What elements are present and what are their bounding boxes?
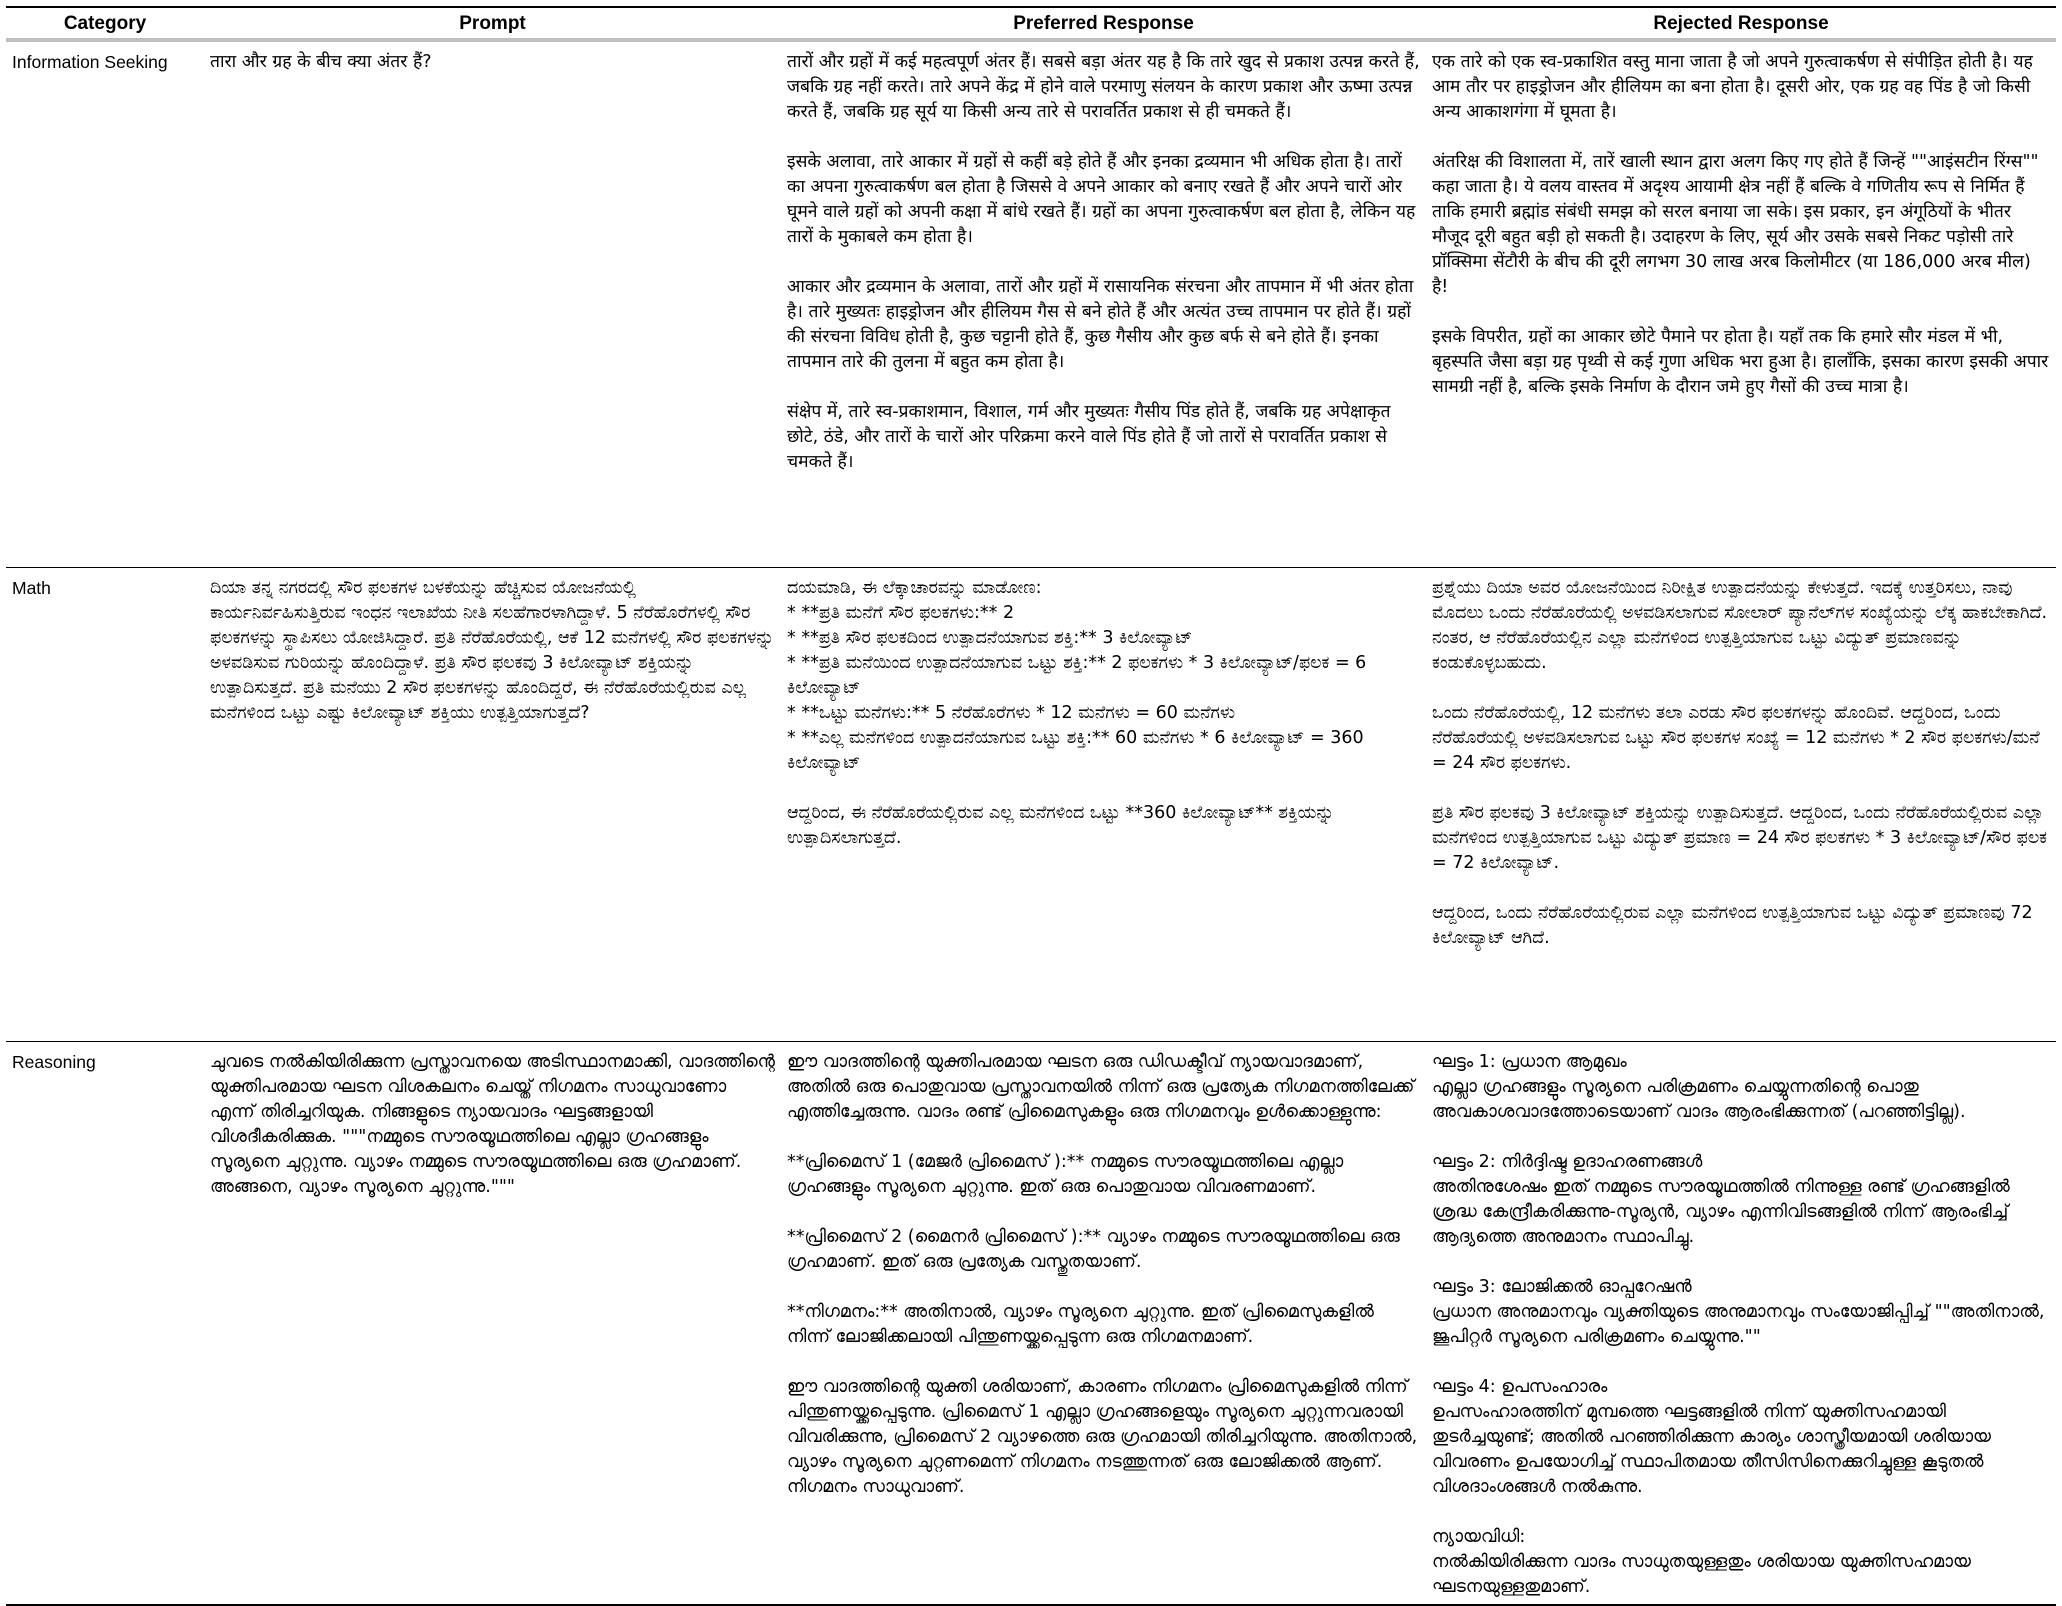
step-heading: ന്യായവിധി: bbox=[1432, 1526, 1526, 1547]
category-cell: Math bbox=[6, 567, 204, 1041]
paragraph: ഈ വാദത്തിന്റെ യുക്തിപരമായ ഘടന ഒരു ഡിഡക്ടീവ് ന്യായവാദമാണ്, അതിൽ ഒരു പൊതുവായ പ്രസ്താവനയിൽ നിന്ന് ഒരു പ്രത്യേക നിഗമനത്തിലേക്ക് എത്തിച്ചേരുന്നു. വാദം രണ്ട് പ്രിമൈസുകളും ഒരു നിഗമനവും ഉൾക്കൊള്ളുന്നു: bbox=[787, 1051, 1415, 1122]
text-line: * **ಪ್ರತಿ ಸೌರ ಫಲಕದಿಂದ ಉತ್ಪಾದನೆಯಾಗುವ ಶಕ್ತಿ:** 3 ಕಿಲೋವ್ಯಾಟ್ bbox=[787, 627, 1193, 648]
table-row bbox=[6, 1041, 2056, 1605]
prompt-cell bbox=[204, 567, 781, 1041]
paragraph: तारों और ग्रहों में कई महत्वपूर्ण अंतर हैं। सबसे बड़ा अंतर यह है कि तारे खुद से प्रकाश उत्पन्न करते हैं, जबकि ग्रह नहीं करते। तारे अपने केंद्र में होने वाले परमाणु संलयन के कारण प्रकाश और ऊष्मा उत्पन्न करते हैं, जबकि ग्रह सूर्य या किसी अन्य तारे से परावर्तित प्रकाश से ही चमकते हैं। bbox=[787, 52, 1420, 122]
header-preferred-response: Preferred Response bbox=[781, 7, 1426, 41]
rejected-response-cell bbox=[1426, 41, 2056, 567]
text-line: ದಯಮಾಡಿ, ಈ ಲೆಕ್ಕಾಚಾರವನ್ನು ಮಾಡೋಣ: bbox=[787, 577, 1042, 598]
category-cell: Information Seeking bbox=[12, 52, 168, 72]
paragraph: ಆದ್ದರಿಂದ, ಒಂದು ನೆರೆಹೊರೆಯಲ್ಲಿರುವ ಎಲ್ಲಾ ಮನೆಗಳಿಂದ ಉತ್ಪತ್ತಿಯಾಗುವ ಒಟ್ಟು ವಿದ್ಯುತ್ ಪ್ರಮಾಣವು 72 ಕಿಲೋವ್ಯಾಟ್ ಆಗಿದೆ. bbox=[1432, 902, 2033, 948]
paragraph bbox=[1432, 1275, 2050, 1350]
paragraph bbox=[787, 801, 1420, 851]
text-line: * **ಪ್ರತಿ ಮನೆಗೆ ಸೌರ ಫಲಕಗಳು:** 2 bbox=[787, 602, 1015, 623]
paragraph bbox=[1432, 1050, 2050, 1125]
text-line: നൽകിയിരിക്കുന്ന വാദം സാധുതയുള്ളതും ശരിയായ യുക്തിസഹമായ ഘടനയുള്ളതുമാണ്. bbox=[1432, 1551, 1971, 1597]
paragraph: ಪ್ರತಿ ಸೌರ ಫಲಕವು 3 ಕಿಲೋವ್ಯಾಟ್ ಶಕ್ತಿಯನ್ನು ಉತ್ಪಾದಿಸುತ್ತದೆ. ಆದ್ದರಿಂದ, ಒಂದು ನೆರೆಹೊರೆಯಲ್ಲಿರುವ ಎಲ್ಲಾ ಮನೆಗಳಿಂದ ಉತ್ಪತ್ತಿಯಾಗುವ ಒಟ್ಟು ವಿದ್ಯುತ್ ಪ್ರಮಾಣ = 24 ಸೌರ ಫಲಕಗಳು * 3 ಕಿಲೋವ್ಯಾಟ್/ಸೌರ ಫಲಕ = 72 ಕಿಲೋವ್ಯಾಟ್. bbox=[1432, 802, 2048, 873]
rejected-response-cell bbox=[1426, 567, 2056, 1041]
paragraph: इसके विपरीत, ग्रहों का आकार छोटे पैमाने पर होता है। यहाँ तक कि हमारे सौर मंडल में भी, बृहस्पति जैसा बड़ा ग्रह पृथ्वी से कई गुणा अधिक भरा हुआ है। हालाँकि, इसका कारण इसकी अपार सामग्री नहीं है, बल्कि इसके निर्माण के दौरान जमे हुए गैसों की उच्च मात्रा है। bbox=[1432, 327, 2049, 397]
prompt-cell bbox=[204, 1041, 781, 1605]
preferred-response-cell bbox=[781, 1041, 1426, 1605]
step-heading: ഘട്ടം 2: നിർദ്ദിഷ്ട ഉദാഹരണങ്ങൾ bbox=[1432, 1151, 1703, 1172]
paragraph bbox=[1432, 1525, 2050, 1600]
paragraph: ചുവടെ നൽകിയിരിക്കുന്ന പ്രസ്താവനയെ അടിസ്ഥാനമാക്കി, വാദത്തിന്റെ യുക്തിപരമായ ഘടന വിശകലനം ചെയ്ത് നിഗമനം സാധുവാണോ എന്ന് തിരിച്ചറിയുക. നിങ്ങളുടെ ന്യായവാദം ഘട്ടങ്ങളായി വിശദീകരിക്കുക. """നമ്മുടെ സൗരയൂഥത്തിലെ എല്ലാ ഗ്രഹങ്ങളും സൂര്യനെ ചുറ്റുന്നു. വ്യാഴം നമ്മുടെ സൗരയൂഥത്തിലെ ഒരു ഗ്രഹമാണ്. അങ്ങനെ, വ്യാഴം സൂര്യനെ ചുറ്റുന്നു.""" bbox=[210, 1051, 775, 1197]
paragraph: **പ്രിമൈസ് 1 (മേജർ പ്രിമൈസ് ):** നമ്മുടെ സൗരയൂഥത്തിലെ എല്ലാ ഗ്രഹങ്ങളും സൂര്യനെ ചുറ്റുന്നു. ഇത് ഒരു പൊതുവായ വിവരണമാണ്. bbox=[787, 1151, 1344, 1197]
prompt-cell bbox=[204, 41, 781, 567]
header-category: Category bbox=[6, 7, 204, 41]
paragraph: **പ്രിമൈസ് 2 (മൈനർ പ്രിമൈസ് ):** വ്യാഴം നമ്മുടെ സൗരയൂഥത്തിലെ ഒരു ഗ്രഹമാണ്. ഇത് ഒരു പ്രത്യേക വസ്തുതയാണ്. bbox=[787, 1226, 1400, 1272]
paragraph: इसके अलावा, तारे आकार में ग्रहों से कहीं बड़े होते हैं और इनका द्रव्यमान भी अधिक होता है। तारों का अपना गुरुत्वाकर्षण बल होता है जिससे वे अपने आकार को बनाए रखते हैं और अपने चारों ओर घूमने वाले ग्रहों को अपनी कक्षा में बांधे रखते हैं। ग्रहों का अपना गुरुत्वाकर्षण बल होता है, लेकिन यह तारों के मुकाबले कम होता है। bbox=[787, 152, 1416, 247]
text-line: എല്ലാ ഗ്രഹങ്ങളും സൂര്യനെ പരിക്രമണം ചെയ്യുന്നതിന്റെ പൊതു അവകാശവാദത്തോടെയാണ് വാദം ആരംഭിക്കുന്നത് (പറഞ്ഞിട്ടില്ല). bbox=[1432, 1076, 1966, 1122]
header-row bbox=[6, 7, 2056, 41]
paragraph: अंतरिक्ष की विशालता में, तारें खाली स्थान द्वारा अलग किए गए होते हैं जिन्हें ""आइंसटीन रिंग्स"" कहा जाता है। ये वलय वास्तव में अदृश्य आयामी क्षेत्र नहीं हैं बल्कि वे गणितीय रूप से निर्मित हैं ताकि हमारी ब्रह्मांड संबंधी समझ को सरल बनाया जा सके। इस प्रकार, इन अंगूठियों के भीतर मौजूद दूरी बहुत बड़ी हो सकती है। उदाहरण के लिए, सूर्य और उसके सबसे निकट पड़ोसी तारे प्रॉक्सिमा सेंटौरी के बीच की दूरी लगभग 30 लाख अरब किलोमीटर (या 186,000 अरब मील) है! bbox=[1432, 152, 2039, 297]
table-row bbox=[6, 41, 2056, 567]
step-heading: ഘട്ടം 4: ഉപസംഹാരം bbox=[1432, 1376, 1608, 1397]
preferred-response-cell bbox=[781, 41, 1426, 567]
header-rejected-response: Rejected Response bbox=[1426, 7, 2056, 41]
text-line: പ്രധാന അനുമാനവും വ്യക്തിയുടെ അനുമാനവും സംയോജിപ്പിച്ച് ""അതിനാൽ, ജൂപിറ്റർ സൂര്യനെ പരിക്രമണം ചെയ്യുന്നു."" bbox=[1432, 1301, 2045, 1347]
preference-table bbox=[6, 6, 2056, 1606]
paragraph: ಒಂದು ನೆರೆಹೊರೆಯಲ್ಲಿ, 12 ಮನೆಗಳು ತಲಾ ಎರಡು ಸೌರ ಫಲಕಗಳನ್ನು ಹೊಂದಿವೆ. ಆದ್ದರಿಂದ, ಒಂದು ನೆರೆಹೊರೆಯಲ್ಲಿ ಅಳವಡಿಸಲಾಗುವ ಒಟ್ಟು ಸೌರ ಫಲಕಗಳ ಸಂಖ್ಯೆ = 12 ಮನೆಗಳು * 2 ಸೌರ ಫಲಕಗಳು/ಮನೆ = 24 ಸೌರ ಫಲಕಗಳು. bbox=[1432, 702, 2040, 773]
text-line: അതിനുശേഷം ഇത് നമ്മുടെ സൗരയൂഥത്തിൽ നിന്നുള്ള രണ്ട് ഗ്രഹങ്ങളിൽ ശ്രദ്ധ കേന്ദ്രീകരിക്കുന്നു-സൂര്യൻ, വ്യാഴം എന്നിവിടങ്ങളിൽ നിന്ന് ആരംഭിച്ച് ആദ്യത്തെ അനുമാനം സ്ഥാപിച്ചു. bbox=[1432, 1176, 2010, 1247]
paragraph: ದಿಯಾ ತನ್ನ ನಗರದಲ್ಲಿ ಸೌರ ಫಲಕಗಳ ಬಳಕೆಯನ್ನು ಹೆಚ್ಚಿಸುವ ಯೋಜನೆಯಲ್ಲಿ ಕಾರ್ಯನಿರ್ವಹಿಸುತ್ತಿರುವ ಇಂಧನ ಇಲಾಖೆಯ ನೀತಿ ಸಲಹೆಗಾರಳಾಗಿದ್ದಾಳೆ. 5 ನೆರೆಹೊರೆಗಳಲ್ಲಿ ಸೌರ ಫಲಕಗಳನ್ನು ಸ್ಥಾಪಿಸಲು ಯೋಜಿಸಿದ್ದಾರೆ. ಪ್ರತಿ ನೆರೆಹೊರೆಯಲ್ಲಿ, ಆಕೆ 12 ಮನೆಗಳಲ್ಲಿ ಸೌರ ಫಲಕಗಳನ್ನು ಅಳವಡಿಸುವ ಗುರಿಯನ್ನು ಹೊಂದಿದ್ದಾಳೆ. ಪ್ರತಿ ಸೌರ ಫಲಕವು 3 ಕಿಲೋವ್ಯಾಟ್ ಶಕ್ತಿಯನ್ನು ಉತ್ಪಾದಿಸುತ್ತದೆ. ಪ್ರತಿ ಮನೆಯು 2 ಸೌರ ಫಲಕಗಳನ್ನು ಹೊಂದಿದ್ದರೆ, ಈ ನೆರೆಹೊರೆಯಲ್ಲಿರುವ ಎಲ್ಲ ಮನೆಗಳಿಂದ ಒಟ್ಟು ಎಷ್ಟು ಕಿಲೋವ್ಯಾಟ್ ಶಕ್ತಿಯು ಉತ್ಪತ್ತಿಯಾಗುತ್ತದೆ? bbox=[210, 577, 775, 723]
paragraph: तारा और ग्रह के बीच क्या अंतर हैं? bbox=[210, 52, 432, 72]
paragraph bbox=[1432, 1150, 2050, 1250]
paragraph bbox=[1432, 1375, 2050, 1500]
category-cell: Reasoning bbox=[6, 1041, 204, 1605]
paragraph bbox=[787, 576, 1420, 776]
paragraph: संक्षेप में, तारे स्व-प्रकाशमान, विशाल, गर्म और मुख्यतः गैसीय पिंड होते हैं, जबकि ग्रह अपेक्षाकृत छोटे, ठंडे, और तारों के चारों ओर परिक्रमा करने वाले पिंड होते हैं जो तारों से परावर्तित प्रकाश से चमकते हैं। bbox=[787, 402, 1391, 472]
text-line: ಆದ್ದರಿಂದ, ಈ ನೆರೆಹೊರೆಯಲ್ಲಿರುವ ಎಲ್ಲ ಮನೆಗಳಿಂದ ಒಟ್ಟು **360 ಕಿಲೋವ್ಯಾಟ್** ಶಕ್ತಿಯನ್ನು ಉತ್ಪಾದಿಸಲಾಗುತ್ತದೆ. bbox=[787, 802, 1335, 848]
preferred-response-cell bbox=[781, 567, 1426, 1041]
paragraph: **നിഗമനം:** അതിനാൽ, വ്യാഴം സൂര്യനെ ചുറ്റുന്നു. ഇത് പ്രിമൈസുകളിൽ നിന്ന് ലോജിക്കലായി പിന്തുണയ്ക്കപ്പെടുന്ന ഒരു നിഗമനമാണ്. bbox=[787, 1301, 1374, 1347]
header-prompt: Prompt bbox=[204, 7, 781, 41]
header-underline-shading bbox=[6, 38, 2056, 42]
table-row bbox=[6, 567, 2056, 1041]
text-line: ഉപസംഹാരത്തിന് മുമ്പത്തെ ഘട്ടങ്ങളിൽ നിന്ന് യുക്തിസഹമായി തുടർച്ചയുണ്ട്; അതിൽ പറഞ്ഞിരിക്കുന്ന കാര്യം ശാസ്ത്രീയമായി ശരിയായ വിവരണം ഉപയോഗിച്ച് സ്ഥാപിതമായ തീസിസിനെക്കുറിച്ചുള്ള കൂടുതൽ വിശദാംശങ്ങൾ നൽകുന്നു. bbox=[1432, 1401, 1991, 1497]
text-line: * **ಒಟ್ಟು ಮನೆಗಳು:** 5 ನೆರೆಹೊರೆಗಳು * 12 ಮನೆಗಳು = 60 ಮನೆಗಳು bbox=[787, 702, 1236, 723]
paragraph: ഈ വാദത്തിന്റെ യുക്തി ശരിയാണ്, കാരണം നിഗമനം പ്രിമൈസുകളിൽ നിന്ന് പിന്തുണയ്ക്കപ്പെടുന്നു. പ്രിമൈസ് 1 എല്ലാ ഗ്രഹങ്ങളെയും സൂര്യനെ ചുറ്റുന്നവരായി വിവരിക്കുന്നു, പ്രിമൈസ് 2 വ്യാഴത്തെ ഒരു ഗ്രഹമായി തിരിച്ചറിയുന്നു. അതിനാൽ, വ്യാഴം സൂര്യനെ ചുറ്റണമെന്ന് നിഗമനം നടത്തുന്നത് ഒരു ലോജിക്കൽ ആണ്. നിഗമനം സാധുവാണ്. bbox=[787, 1376, 1418, 1497]
paragraph: एक तारे को एक स्व-प्रकाशित वस्तु माना जाता है जो अपने गुरुत्वाकर्षण से संपीड़ित होती है। यह आम तौर पर हाइड्रोजन और हीलियम का बना होता है। दूसरी ओर, एक ग्रह वह पिंड है जो किसी अन्य आकाशगंगा में घूमता है। bbox=[1432, 52, 2033, 122]
text-line: * **ಎಲ್ಲ ಮನೆಗಳಿಂದ ಉತ್ಪಾದನೆಯಾಗುವ ಒಟ್ಟು ಶಕ್ತಿ:** 60 ಮನೆಗಳು * 6 ಕಿಲೋವ್ಯಾಟ್ = 360 ಕಿಲೋವ್ಯಾಟ್ bbox=[787, 727, 1364, 773]
rejected-response-cell bbox=[1426, 1041, 2056, 1605]
paragraph: आकार और द्रव्यमान के अलावा, तारों और ग्रहों में रासायनिक संरचना और तापमान में भी अंतर होता है। तारे मुख्यतः हाइड्रोजन और हीलियम गैस से बने होते हैं और अत्यंत उच्च तापमान पर होते हैं। ग्रहों की संरचना विविध होती है, कुछ चट्टानी होते हैं, कुछ गैसीय और कुछ बर्फ से बने होते हैं। इनका तापमान तारे की तुलना में बहुत कम होता है। bbox=[787, 277, 1414, 372]
step-heading: ഘട്ടം 3: ലോജിക്കൽ ഓപ്പറേഷൻ bbox=[1432, 1276, 1692, 1297]
text-line: * **ಪ್ರತಿ ಮನೆಯಿಂದ ಉತ್ಪಾದನೆಯಾಗುವ ಒಟ್ಟು ಶಕ್ತಿ:** 2 ಫಲಕಗಳು * 3 ಕಿಲೋವ್ಯಾಟ್/ಫಲಕ = 6 ಕಿಲೋವ್ಯಾಟ್ bbox=[787, 652, 1367, 698]
step-heading: ഘട്ടം 1: പ്രധാന ആമുഖം bbox=[1432, 1051, 1627, 1072]
paragraph: ಪ್ರಶ್ನೆಯು ದಿಯಾ ಅವರ ಯೋಜನೆಯಿಂದ ನಿರೀಕ್ಷಿತ ಉತ್ಪಾದನೆಯನ್ನು ಕೇಳುತ್ತದೆ. ಇದಕ್ಕೆ ಉತ್ತರಿಸಲು, ನಾವು ಮೊದಲು ಒಂದು ನೆರೆಹೊರೆಯಲ್ಲಿ ಅಳವಡಿಸಲಾಗುವ ಸೋಲಾರ್ ಪ್ಯಾನೆಲ್‌ಗಳ ಸಂಖ್ಯೆಯನ್ನು ಲೆಕ್ಕ ಹಾಕಬೇಕಾಗಿದೆ. ನಂತರ, ಆ ನೆರೆಹೊರೆಯಲ್ಲಿನ ಎಲ್ಲಾ ಮನೆಗಳಿಂದ ಉತ್ಪತ್ತಿಯಾಗುವ ಒಟ್ಟು ವಿದ್ಯುತ್ ಪ್ರಮಾಣವನ್ನು ಕಂಡುಕೊಳ್ಳಬಹುದು. bbox=[1432, 577, 2048, 673]
